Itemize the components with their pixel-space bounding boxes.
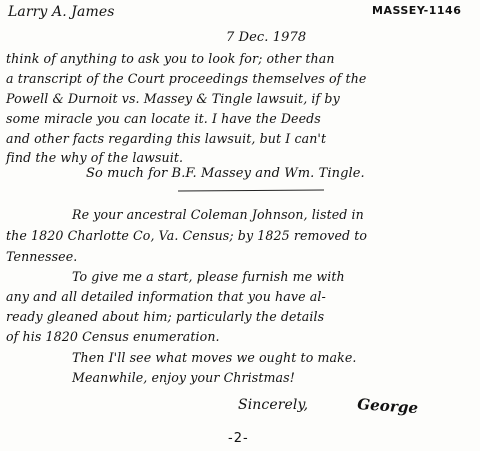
paragraph3-line: any and all detailed information that you have al- (6, 289, 326, 304)
paragraph1-line: Powell & Durnoit vs. Massey & Tingle lawsuit, if by (6, 91, 340, 106)
letter-date: 7 Dec. 1978 (226, 30, 307, 45)
paragraph1-line: find the why of the lawsuit. (6, 150, 184, 165)
valediction: Sincerely, (238, 397, 309, 413)
paragraph2-line: Re your ancestral Coleman Johnson, listed in (72, 207, 364, 222)
paragraph2-line: the 1820 Charlotte Co, Va. Census; by 1825 removed to (6, 228, 368, 243)
paragraph3-line: To give me a start, please furnish me with (72, 269, 345, 284)
signature: George (356, 395, 419, 418)
page-number: -2- (228, 431, 249, 446)
paragraph4-line: Then I'll see what moves we ought to make. (72, 350, 357, 365)
paragraph3-line: of his 1820 Census enumeration. (6, 329, 220, 344)
section-divider (178, 189, 324, 191)
paragraph1-line: think of anything to ask you to look for; other than (6, 51, 335, 66)
document-reference: MASSEY-1146 (372, 4, 462, 17)
addressee-name: Larry A. James (8, 4, 115, 20)
paragraph5-line: Meanwhile, enjoy your Christmas! (72, 370, 295, 385)
paragraph3-line: ready gleaned about him; particularly the details (6, 309, 325, 324)
paragraph1-line: a transcript of the Court proceedings themselves of the (6, 71, 367, 86)
paragraph1-line: and other facts regarding this lawsuit, but I can't (6, 131, 327, 146)
paragraph1-signoff: So much for B.F. Massey and Wm. Tingle. (86, 166, 365, 181)
paragraph2-line: Tennessee. (6, 249, 78, 264)
paragraph1-line: some miracle you can locate it. I have the Deeds (6, 111, 321, 126)
